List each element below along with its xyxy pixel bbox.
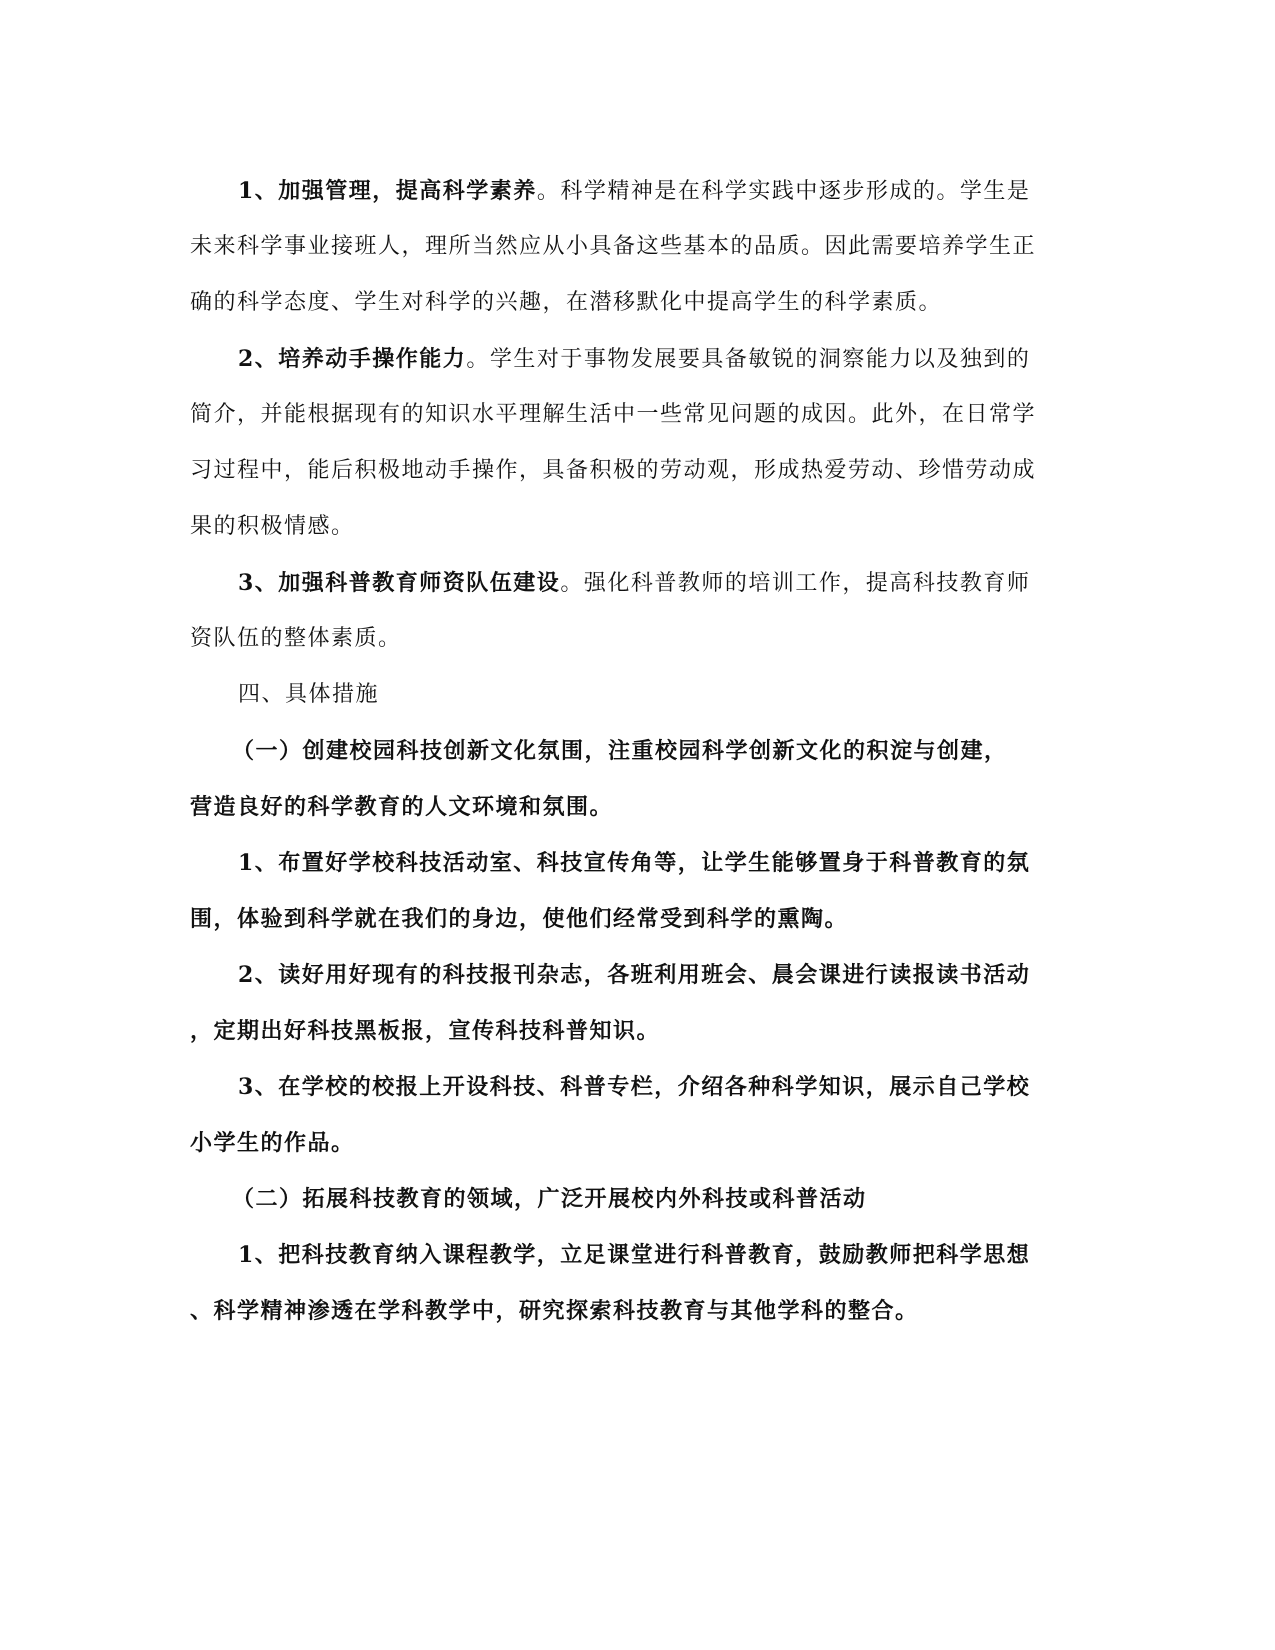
- paragraph-2-line-4: 果的积极情感。: [190, 514, 355, 539]
- paragraph-3-text: 。强化科普教师的培训工作，提高科技教育师: [560, 571, 1031, 596]
- sub1-item-1-line-1: 1、布置好学校科技活动室、科技宣传角等，让学生能够置身于科普教育的氛: [238, 850, 1031, 876]
- paragraph-1-line-2: 未来科学事业接班人，理所当然应从小具备这些基本的品质。因此需要培养学生正: [190, 234, 1037, 259]
- sub1-item-1-line-2: 围，体验到科学就在我们的身边，使他们经常受到科学的熏陶。: [190, 906, 849, 932]
- paragraph-2-text: 。学生对于事物发展要具备敏锐的洞察能力以及独到的: [466, 347, 1031, 372]
- sub1-item-2-line-1: 2、读好用好现有的科技报刊杂志，各班利用班会、晨会课进行读报读书活动: [238, 962, 1031, 988]
- section-4-heading: 四、具体措施: [238, 682, 380, 707]
- sub1-item-3-line-2: 小学生的作品。: [190, 1130, 355, 1156]
- paragraph-1-line-3: 确的科学态度、学生对科学的兴趣，在潜移默化中提高学生的科学素质。: [190, 290, 943, 315]
- paragraph-1-heading: 1、加强管理，提高科学素养: [238, 178, 537, 204]
- paragraph-3-line-2: 资队伍的整体素质。: [190, 626, 402, 651]
- paragraph-3-heading: 3、加强科普教育师资队伍建设: [238, 570, 561, 596]
- sub2-item-1-line-2: 、科学精神渗透在学科教学中，研究探索科技教育与其他学科的整合。: [190, 1298, 919, 1324]
- subsection-1-heading-line-1: （一）创建校园科技创新文化氛围，注重校园科学创新文化的积淀与创建，: [232, 738, 1008, 764]
- paragraph-2-heading: 2、培养动手操作能力: [238, 346, 467, 372]
- paragraph-2-line-2: 简介，并能根据现有的知识水平理解生活中一些常见问题的成因。此外，在日常学: [190, 402, 1037, 427]
- paragraph-1-line-1: [238, 176, 1030, 207]
- paragraph-2-line-3: 习过程中，能后积极地动手操作，具备积极的劳动观，形成热爱劳动、珍惜劳动成: [190, 458, 1037, 483]
- sub2-item-1-line-1: 1、把科技教育纳入课程教学，立足课堂进行科普教育，鼓励教师把科学思想: [238, 1242, 1031, 1268]
- sub1-item-2-line-2: ，定期出好科技黑板报，宣传科技科普知识。: [190, 1018, 661, 1044]
- sub1-item-3-line-1: 3、在学校的校报上开设科技、科普专栏，介绍各种科学知识，展示自己学校: [238, 1074, 1031, 1100]
- paragraph-2-line-1: [238, 344, 1030, 375]
- subsection-1-heading-line-2: 营造良好的科学教育的人文环境和氛围。: [190, 794, 614, 820]
- paragraph-1-text: 。科学精神是在科学实践中逐步形成的。学生是: [536, 179, 1031, 204]
- paragraph-3-line-1: [238, 568, 1030, 599]
- subsection-2-heading: （二）拓展科技教育的领域，广泛开展校内外科技或科普活动: [232, 1186, 867, 1212]
